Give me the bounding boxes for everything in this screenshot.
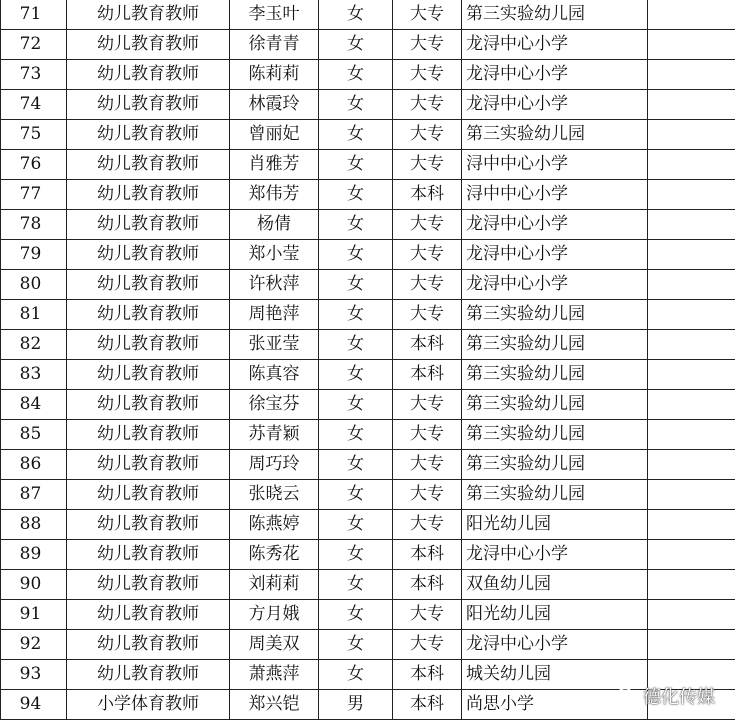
cell-unit: 龙浔中心小学	[462, 630, 648, 660]
cell-number: 86	[1, 450, 67, 480]
cell-sex: 女	[319, 210, 393, 240]
cell-name: 萧燕萍	[230, 660, 319, 690]
cell-blank	[648, 360, 735, 390]
cell-name: 张晓云	[230, 480, 319, 510]
cell-sex: 女	[319, 30, 393, 60]
cell-number: 80	[1, 270, 67, 300]
cell-sex: 女	[319, 420, 393, 450]
cell-unit: 阳光幼儿园	[462, 510, 648, 540]
cell-education: 大专	[393, 240, 462, 270]
cell-position: 幼儿教育教师	[67, 360, 230, 390]
cell-sex: 女	[319, 540, 393, 570]
cell-sex: 女	[319, 660, 393, 690]
cell-sex: 女	[319, 150, 393, 180]
cell-education: 本科	[393, 690, 462, 720]
cell-blank	[648, 600, 735, 630]
cell-position: 幼儿教育教师	[67, 570, 230, 600]
table-row	[1, 420, 735, 450]
cell-name: 徐青青	[230, 30, 319, 60]
cell-education: 大专	[393, 210, 462, 240]
cell-sex: 女	[319, 180, 393, 210]
table-row	[1, 210, 735, 240]
cell-education: 大专	[393, 480, 462, 510]
cell-name: 徐宝芬	[230, 390, 319, 420]
cell-education: 大专	[393, 150, 462, 180]
cell-unit: 龙浔中心小学	[462, 540, 648, 570]
table-row	[1, 570, 735, 600]
cell-education: 本科	[393, 180, 462, 210]
cell-education: 大专	[393, 90, 462, 120]
cell-blank	[648, 60, 735, 90]
cell-sex: 女	[319, 510, 393, 540]
cell-name: 陈燕婷	[230, 510, 319, 540]
cell-number: 87	[1, 480, 67, 510]
cell-education: 大专	[393, 630, 462, 660]
table-row	[1, 180, 735, 210]
cell-education: 大专	[393, 30, 462, 60]
cell-position: 幼儿教育教师	[67, 240, 230, 270]
cell-unit: 阳光幼儿园	[462, 600, 648, 630]
cell-position: 幼儿教育教师	[67, 420, 230, 450]
cell-sex: 男	[319, 690, 393, 720]
cell-unit: 尚思小学	[462, 690, 648, 720]
cell-education: 本科	[393, 330, 462, 360]
cell-sex: 女	[319, 300, 393, 330]
cell-number: 71	[1, 0, 67, 30]
cell-name: 李玉叶	[230, 0, 319, 30]
cell-education: 大专	[393, 510, 462, 540]
table-row	[1, 30, 735, 60]
cell-number: 84	[1, 390, 67, 420]
table-row	[1, 300, 735, 330]
cell-position: 幼儿教育教师	[67, 510, 230, 540]
cell-unit: 第三实验幼儿园	[462, 480, 648, 510]
cell-blank	[648, 390, 735, 420]
cell-unit: 龙浔中心小学	[462, 30, 648, 60]
cell-name: 郑伟芳	[230, 180, 319, 210]
cell-education: 本科	[393, 540, 462, 570]
cell-name: 周美双	[230, 630, 319, 660]
cell-position: 幼儿教育教师	[67, 480, 230, 510]
cell-unit: 龙浔中心小学	[462, 60, 648, 90]
cell-name: 肖雅芳	[230, 150, 319, 180]
wechat-icon	[617, 687, 639, 705]
cell-position: 幼儿教育教师	[67, 60, 230, 90]
cell-position: 幼儿教育教师	[67, 30, 230, 60]
cell-sex: 女	[319, 390, 393, 420]
cell-position: 幼儿教育教师	[67, 450, 230, 480]
cell-sex: 女	[319, 330, 393, 360]
cell-unit: 第三实验幼儿园	[462, 360, 648, 390]
cell-education: 大专	[393, 600, 462, 630]
cell-position: 幼儿教育教师	[67, 210, 230, 240]
cell-education: 大专	[393, 270, 462, 300]
cell-position: 幼儿教育教师	[67, 630, 230, 660]
cell-name: 苏青颖	[230, 420, 319, 450]
cell-position: 小学体育教师	[67, 690, 230, 720]
cell-unit: 龙浔中心小学	[462, 90, 648, 120]
cell-unit: 第三实验幼儿园	[462, 0, 648, 30]
cell-education: 大专	[393, 120, 462, 150]
cell-unit: 第三实验幼儿园	[462, 300, 648, 330]
cell-position: 幼儿教育教师	[67, 660, 230, 690]
cell-name: 周艳萍	[230, 300, 319, 330]
cell-name: 方月娥	[230, 600, 319, 630]
table-row	[1, 270, 735, 300]
table-row	[1, 360, 735, 390]
cell-blank	[648, 480, 735, 510]
cell-blank	[648, 420, 735, 450]
cell-position: 幼儿教育教师	[67, 390, 230, 420]
table-row	[1, 90, 735, 120]
cell-position: 幼儿教育教师	[67, 270, 230, 300]
cell-sex: 女	[319, 240, 393, 270]
cell-name: 郑小莹	[230, 240, 319, 270]
cell-blank	[648, 300, 735, 330]
cell-number: 79	[1, 240, 67, 270]
table-body	[1, 0, 735, 720]
cell-sex: 女	[319, 570, 393, 600]
cell-education: 本科	[393, 660, 462, 690]
table-row	[1, 60, 735, 90]
cell-name: 张亚莹	[230, 330, 319, 360]
cell-unit: 龙浔中心小学	[462, 240, 648, 270]
table-row	[1, 390, 735, 420]
cell-number: 76	[1, 150, 67, 180]
cell-position: 幼儿教育教师	[67, 330, 230, 360]
cell-number: 81	[1, 300, 67, 330]
cell-number: 85	[1, 420, 67, 450]
table-row	[1, 510, 735, 540]
cell-blank	[648, 120, 735, 150]
cell-number: 91	[1, 600, 67, 630]
cell-unit: 第三实验幼儿园	[462, 390, 648, 420]
table-row	[1, 540, 735, 570]
cell-sex: 女	[319, 90, 393, 120]
cell-unit: 城关幼儿园	[462, 660, 648, 690]
cell-education: 本科	[393, 360, 462, 390]
cell-sex: 女	[319, 360, 393, 390]
cell-education: 大专	[393, 300, 462, 330]
cell-blank	[648, 240, 735, 270]
cell-education: 大专	[393, 60, 462, 90]
cell-number: 89	[1, 540, 67, 570]
cell-name: 林霞玲	[230, 90, 319, 120]
cell-blank	[648, 570, 735, 600]
cell-sex: 女	[319, 60, 393, 90]
table-row	[1, 330, 735, 360]
watermark-text: 德化传媒	[643, 687, 715, 708]
cell-position: 幼儿教育教师	[67, 150, 230, 180]
cell-number: 90	[1, 570, 67, 600]
cell-sex: 女	[319, 450, 393, 480]
table-row	[1, 0, 735, 30]
cell-blank	[648, 180, 735, 210]
cell-unit: 第三实验幼儿园	[462, 120, 648, 150]
cell-number: 75	[1, 120, 67, 150]
cell-unit: 第三实验幼儿园	[462, 420, 648, 450]
cell-unit: 浔中中心小学	[462, 150, 648, 180]
cell-blank	[648, 510, 735, 540]
cell-education: 大专	[393, 390, 462, 420]
cell-position: 幼儿教育教师	[67, 120, 230, 150]
cell-number: 92	[1, 630, 67, 660]
cell-blank	[648, 0, 735, 30]
cell-unit: 第三实验幼儿园	[462, 330, 648, 360]
table-row	[1, 150, 735, 180]
cell-number: 77	[1, 180, 67, 210]
cell-number: 88	[1, 510, 67, 540]
cell-position: 幼儿教育教师	[67, 300, 230, 330]
cell-blank	[648, 30, 735, 60]
cell-name: 郑兴铠	[230, 690, 319, 720]
cell-position: 幼儿教育教师	[67, 180, 230, 210]
cell-blank	[648, 90, 735, 120]
cell-blank	[648, 450, 735, 480]
table-row	[1, 600, 735, 630]
cell-sex: 女	[319, 600, 393, 630]
cell-unit: 浔中中心小学	[462, 180, 648, 210]
cell-sex: 女	[319, 120, 393, 150]
cell-blank	[648, 330, 735, 360]
cell-sex: 女	[319, 630, 393, 660]
cell-name: 曾丽妃	[230, 120, 319, 150]
cell-position: 幼儿教育教师	[67, 90, 230, 120]
table-row	[1, 450, 735, 480]
cell-blank	[648, 150, 735, 180]
cell-number: 93	[1, 660, 67, 690]
cell-number: 83	[1, 360, 67, 390]
cell-name: 许秋萍	[230, 270, 319, 300]
cell-education: 大专	[393, 450, 462, 480]
table-row	[1, 120, 735, 150]
cell-unit: 龙浔中心小学	[462, 210, 648, 240]
cell-number: 78	[1, 210, 67, 240]
cell-sex: 女	[319, 0, 393, 30]
table-row	[1, 240, 735, 270]
cell-education: 大专	[393, 0, 462, 30]
watermark	[617, 683, 715, 709]
cell-name: 刘莉莉	[230, 570, 319, 600]
cell-number: 82	[1, 330, 67, 360]
cell-blank	[648, 210, 735, 240]
cell-position: 幼儿教育教师	[67, 540, 230, 570]
cell-number: 74	[1, 90, 67, 120]
cell-education: 大专	[393, 420, 462, 450]
cell-education: 本科	[393, 570, 462, 600]
cell-name: 杨倩	[230, 210, 319, 240]
cell-name: 周巧玲	[230, 450, 319, 480]
cell-blank	[648, 270, 735, 300]
cell-position: 幼儿教育教师	[67, 0, 230, 30]
cell-blank	[648, 630, 735, 660]
cell-name: 陈莉莉	[230, 60, 319, 90]
cell-sex: 女	[319, 270, 393, 300]
cell-name: 陈真容	[230, 360, 319, 390]
cell-unit: 龙浔中心小学	[462, 270, 648, 300]
cell-number: 72	[1, 30, 67, 60]
cell-unit: 双鱼幼儿园	[462, 570, 648, 600]
cell-blank	[648, 540, 735, 570]
cell-position: 幼儿教育教师	[67, 600, 230, 630]
cell-number: 73	[1, 60, 67, 90]
table-row	[1, 630, 735, 660]
cell-name: 陈秀花	[230, 540, 319, 570]
cell-number: 94	[1, 690, 67, 720]
cell-sex: 女	[319, 480, 393, 510]
cell-unit: 第三实验幼儿园	[462, 450, 648, 480]
table-row	[1, 480, 735, 510]
